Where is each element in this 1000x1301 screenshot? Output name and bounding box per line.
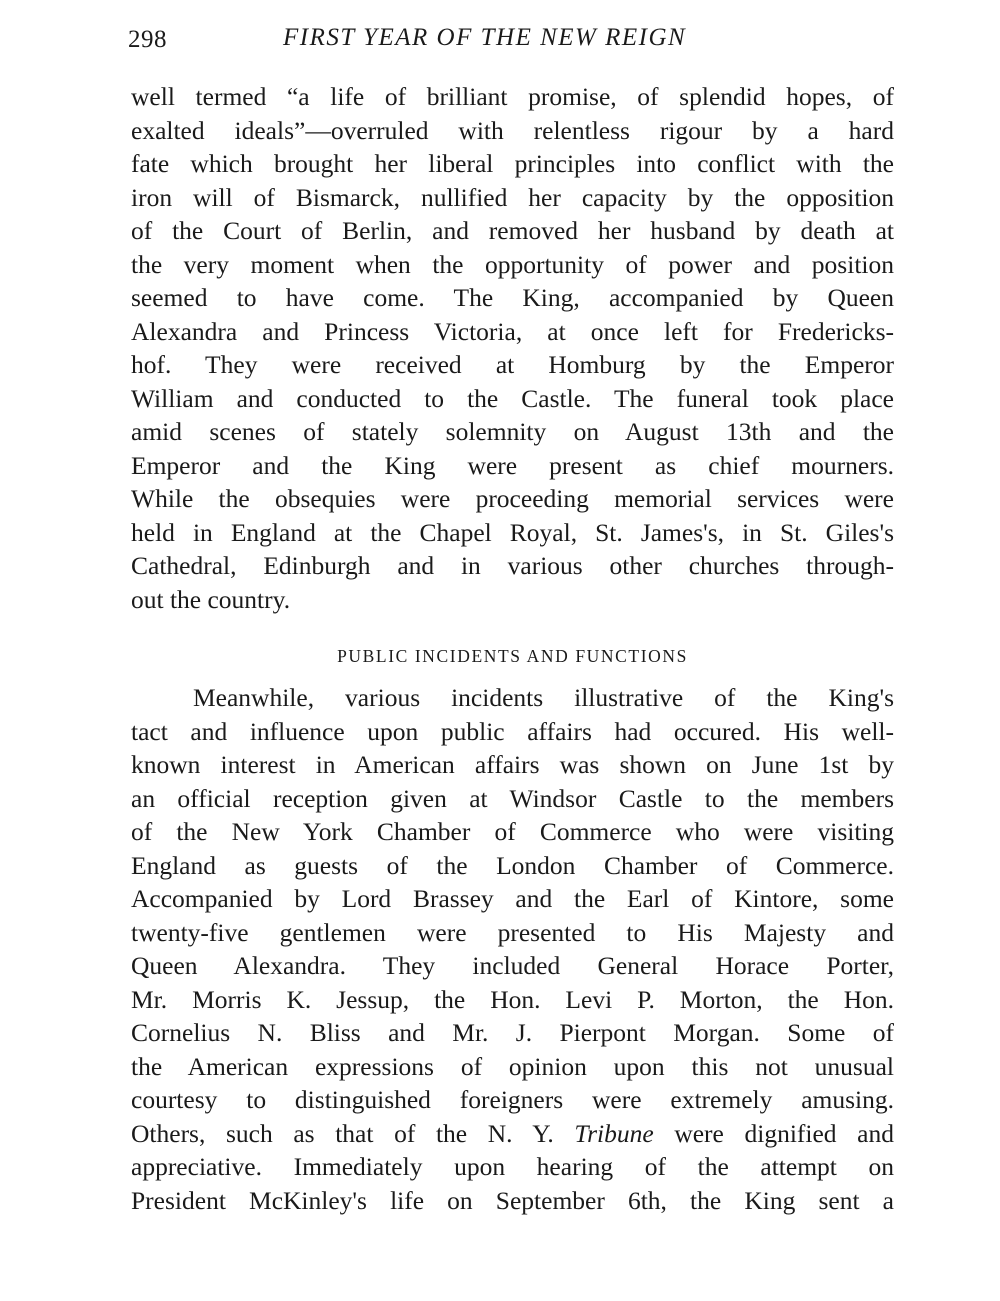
text-line: of the Court of Berlin, and removed her husband by death at	[131, 216, 894, 245]
text-line: iron will of Bismarck, nullified her capacity by the opposition	[131, 182, 894, 212]
text-line: the very moment when the opportunity of power and position	[131, 249, 894, 279]
text-line: courtesy to distinguished foreigners were extremely amusing.	[131, 1085, 894, 1114]
text-line: President McKinley's life on September 6th, the King sent a	[131, 1185, 894, 1215]
paragraph-public-incidents	[131, 681, 894, 1217]
running-title: FIRST YEAR OF THE NEW REIGN	[283, 24, 687, 51]
text-line: Accompanied by Lord Brassey and the Earl of Kintore, some	[131, 884, 894, 913]
text-run: were dignified and	[653, 1118, 894, 1148]
text-line: Meanwhile, various incidents illustrative of the King's	[193, 683, 894, 712]
text-line: well termed “a life of brilliant promise, of splendid hopes, of	[131, 82, 894, 111]
text-line: exalted ideals”—overruled with relentless rigour by a hard	[131, 115, 894, 145]
text-line: twenty-five gentlemen were presented to His Majesty and	[131, 917, 894, 947]
text-line: Queen Alexandra. They included General Horace Porter,	[131, 951, 894, 980]
text-line-with-italic	[131, 1117, 894, 1151]
text-line: Alexandra and Princess Victoria, at once left for Fredericks-	[131, 316, 894, 346]
text-line: Cornelius N. Bliss and Mr. J. Pierpont Morgan. Some of	[131, 1018, 894, 1047]
text-line: known interest in American affairs was shown on June 1st by	[131, 750, 894, 779]
text-line: Cathedral, Edinburgh and in various other churches through-	[131, 551, 894, 580]
text-line: tact and influence upon public affairs had occured. His well-	[131, 716, 894, 746]
running-head	[128, 24, 898, 60]
text-line: seemed to have come. The King, accompanied by Queen	[131, 283, 894, 312]
text-line: While the obsequies were proceeding memorial services were	[131, 484, 894, 513]
text-line: held in England at the Chapel Royal, St. James's, in St. Giles's	[131, 517, 894, 547]
paragraph-continuation	[131, 80, 894, 616]
text-line: William and conducted to the Castle. The funeral took place	[131, 383, 894, 413]
text-line: England as guests of the London Chamber of Commerce.	[131, 850, 894, 880]
section-heading: PUBLIC INCIDENTS AND FUNCTIONS	[337, 646, 688, 666]
text-line: of the New York Chamber of Commerce who were visiting	[131, 817, 894, 846]
newspaper-title: Tribune	[574, 1118, 654, 1148]
text-line: Emperor and the King were present as chief mourners.	[131, 450, 894, 480]
text-line: hof. They were received at Homburg by the Emperor	[131, 350, 894, 379]
page-number: 298	[128, 26, 167, 53]
text-line: fate which brought her liberal principles into conflict with the	[131, 149, 894, 178]
text-run: Others, such as that of the N. Y.	[131, 1118, 575, 1148]
text-line: out the country.	[131, 584, 291, 614]
text-line: appreciative. Immediately upon hearing of the attempt on	[131, 1152, 894, 1181]
text-line: an official reception given at Windsor Castle to the members	[131, 783, 894, 813]
text-line: the American expressions of opinion upon this not unusual	[131, 1051, 894, 1081]
text-line: Mr. Morris K. Jessup, the Hon. Levi P. Morton, the Hon.	[131, 984, 894, 1014]
text-line: amid scenes of stately solemnity on August 13th and the	[131, 417, 894, 446]
